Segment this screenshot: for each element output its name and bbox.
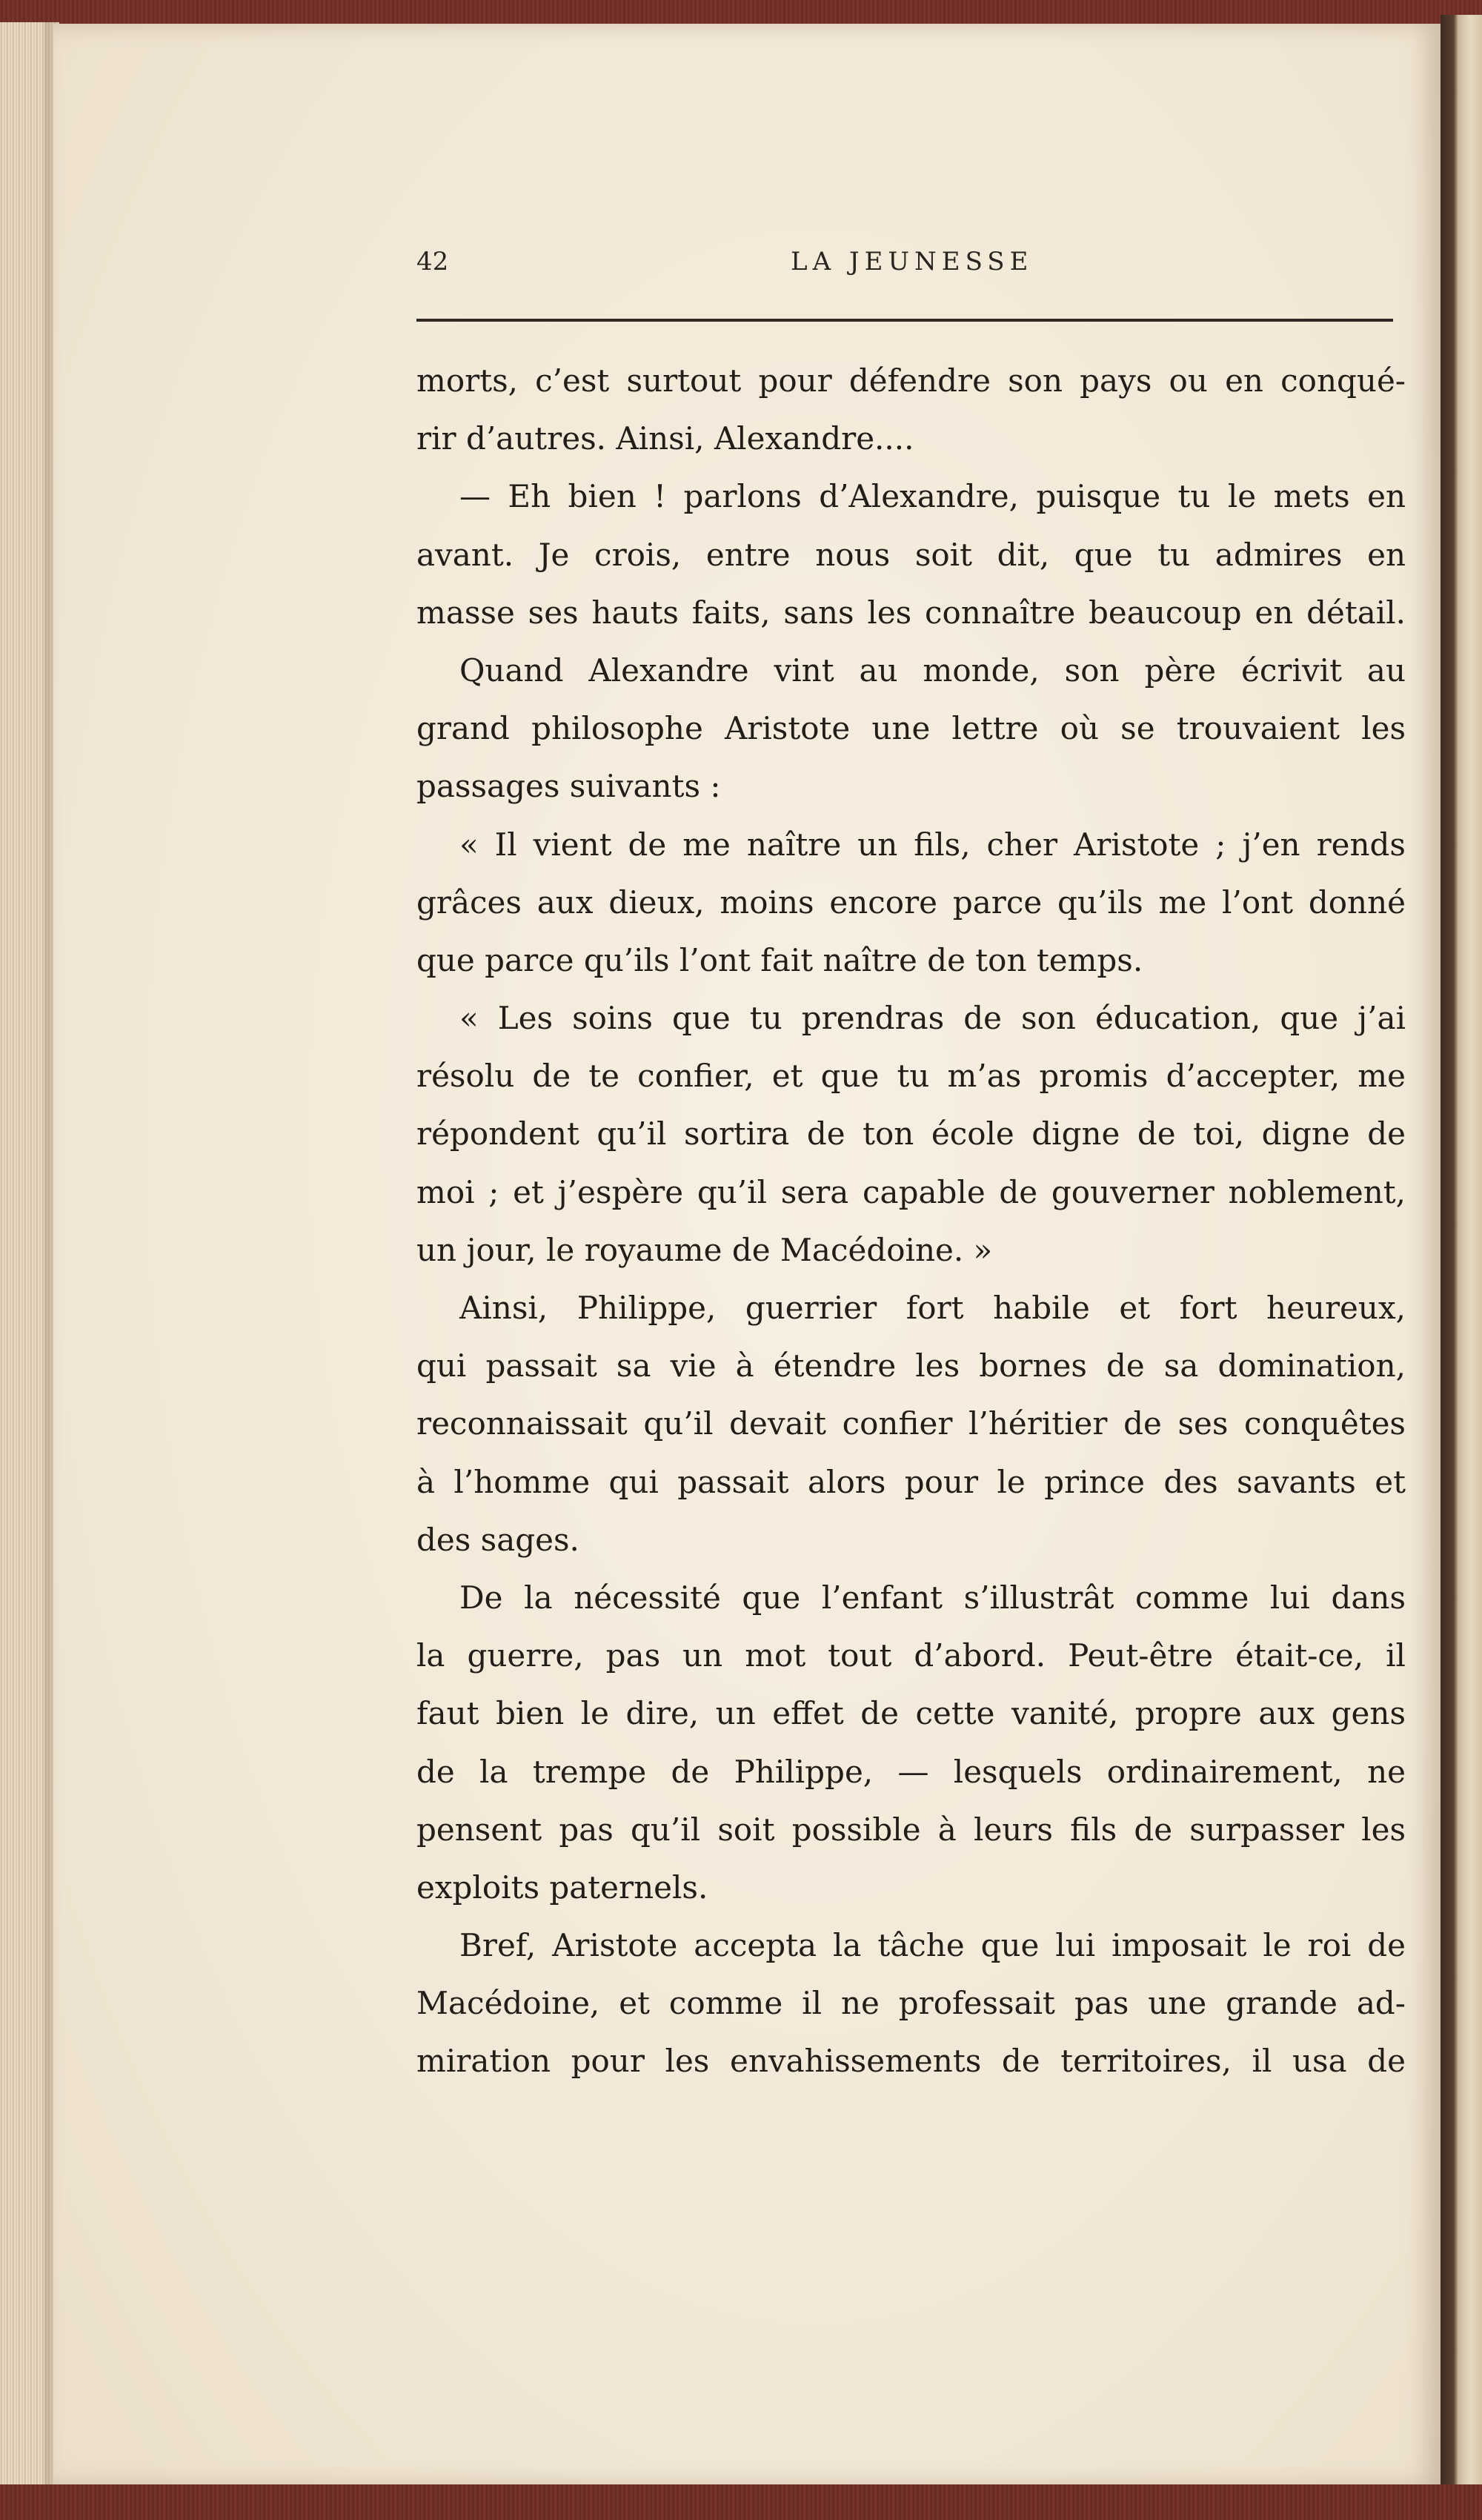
page-header xyxy=(416,247,1395,291)
text-line: grâces aux dieux, moins encore parce qu’ils me l’ont donné xyxy=(416,883,1406,921)
binding-edge xyxy=(1441,15,1482,2490)
text-line: la guerre, pas un mot tout d’abord. Peut-être était-ce, il xyxy=(416,1637,1406,1674)
text-line: un jour, le royaume de Macédoine. » xyxy=(416,1231,993,1268)
text-line: miration pour les envahissements de territoires, il usa de xyxy=(416,2043,1406,2080)
text-line: « Les soins que tu prendras de son éducation, que j’ai xyxy=(459,1000,1406,1037)
text-line: rir d’autres. Ainsi, Alexandre.... xyxy=(416,420,914,457)
text-line: résolu de te confier, et que tu m’as promis d’accepter, me xyxy=(416,1058,1406,1095)
text-line: exploits paternels. xyxy=(416,1869,708,1906)
text-line: Macédoine, et comme il ne professait pas une grande ad- xyxy=(416,1985,1406,2022)
text-line: — Eh bien ! parlons d’Alexandre, puisque tu le mets en xyxy=(459,478,1406,515)
running-head: LA JEUNESSE xyxy=(791,247,1034,276)
body-text xyxy=(416,352,1406,2091)
text-line: faut bien le dire, un effet de cette vanité, propre aux gens xyxy=(416,1695,1406,1732)
text-line: Bref, Aristote accepta la tâche que lui imposait le roi de xyxy=(459,1927,1406,1964)
text-line: moi ; et j’espère qu’il sera capable de gouverner noblement, xyxy=(416,1173,1406,1210)
text-line: à l’homme qui passait alors pour le prince des savants et xyxy=(416,1463,1406,1500)
text-line: morts, c’est surtout pour défendre son pays ou en conqué- xyxy=(416,362,1406,399)
text-line: des sages. xyxy=(416,1521,579,1558)
text-line: masse ses hauts faits, sans les connaître beaucoup en détail. xyxy=(416,594,1406,631)
text-line: pensent pas qu’il soit possible à leurs fils de surpasser les xyxy=(416,1811,1406,1848)
page-number: 42 xyxy=(416,247,449,276)
text-line: répondent qu’il sortira de ton école digne de toi, digne de xyxy=(416,1115,1406,1153)
text-line: reconnaissait qu’il devait confier l’héritier de ses conquêtes xyxy=(416,1405,1406,1442)
header-rule xyxy=(416,319,1393,322)
text-line: qui passait sa vie à étendre les bornes de sa domination, xyxy=(416,1347,1406,1385)
text-line: Ainsi, Philippe, guerrier fort habile et fort heureux, xyxy=(459,1290,1406,1326)
text-line: avant. Je crois, entre nous soit dit, que tu admires en xyxy=(416,536,1406,573)
book-cover-bottom-edge xyxy=(0,2484,1482,2520)
text-line: « Il vient de me naître un fils, cher Aristote ; j’en rends xyxy=(459,826,1406,863)
text-line: passages suivants : xyxy=(416,768,721,805)
text-line: de la trempe de Philippe, — lesquels ordinairement, ne xyxy=(416,1753,1406,1790)
text-line: que parce qu’ils l’ont fait naître de ton temps. xyxy=(416,941,1143,978)
text-line: Quand Alexandre vint au monde, son père écrivit au xyxy=(459,651,1406,689)
text-line: grand philosophe Aristote une lettre où se trouvaient les xyxy=(416,710,1406,747)
text-line: De la nécessité que l’enfant s’illustrât comme lui dans xyxy=(459,1579,1406,1616)
